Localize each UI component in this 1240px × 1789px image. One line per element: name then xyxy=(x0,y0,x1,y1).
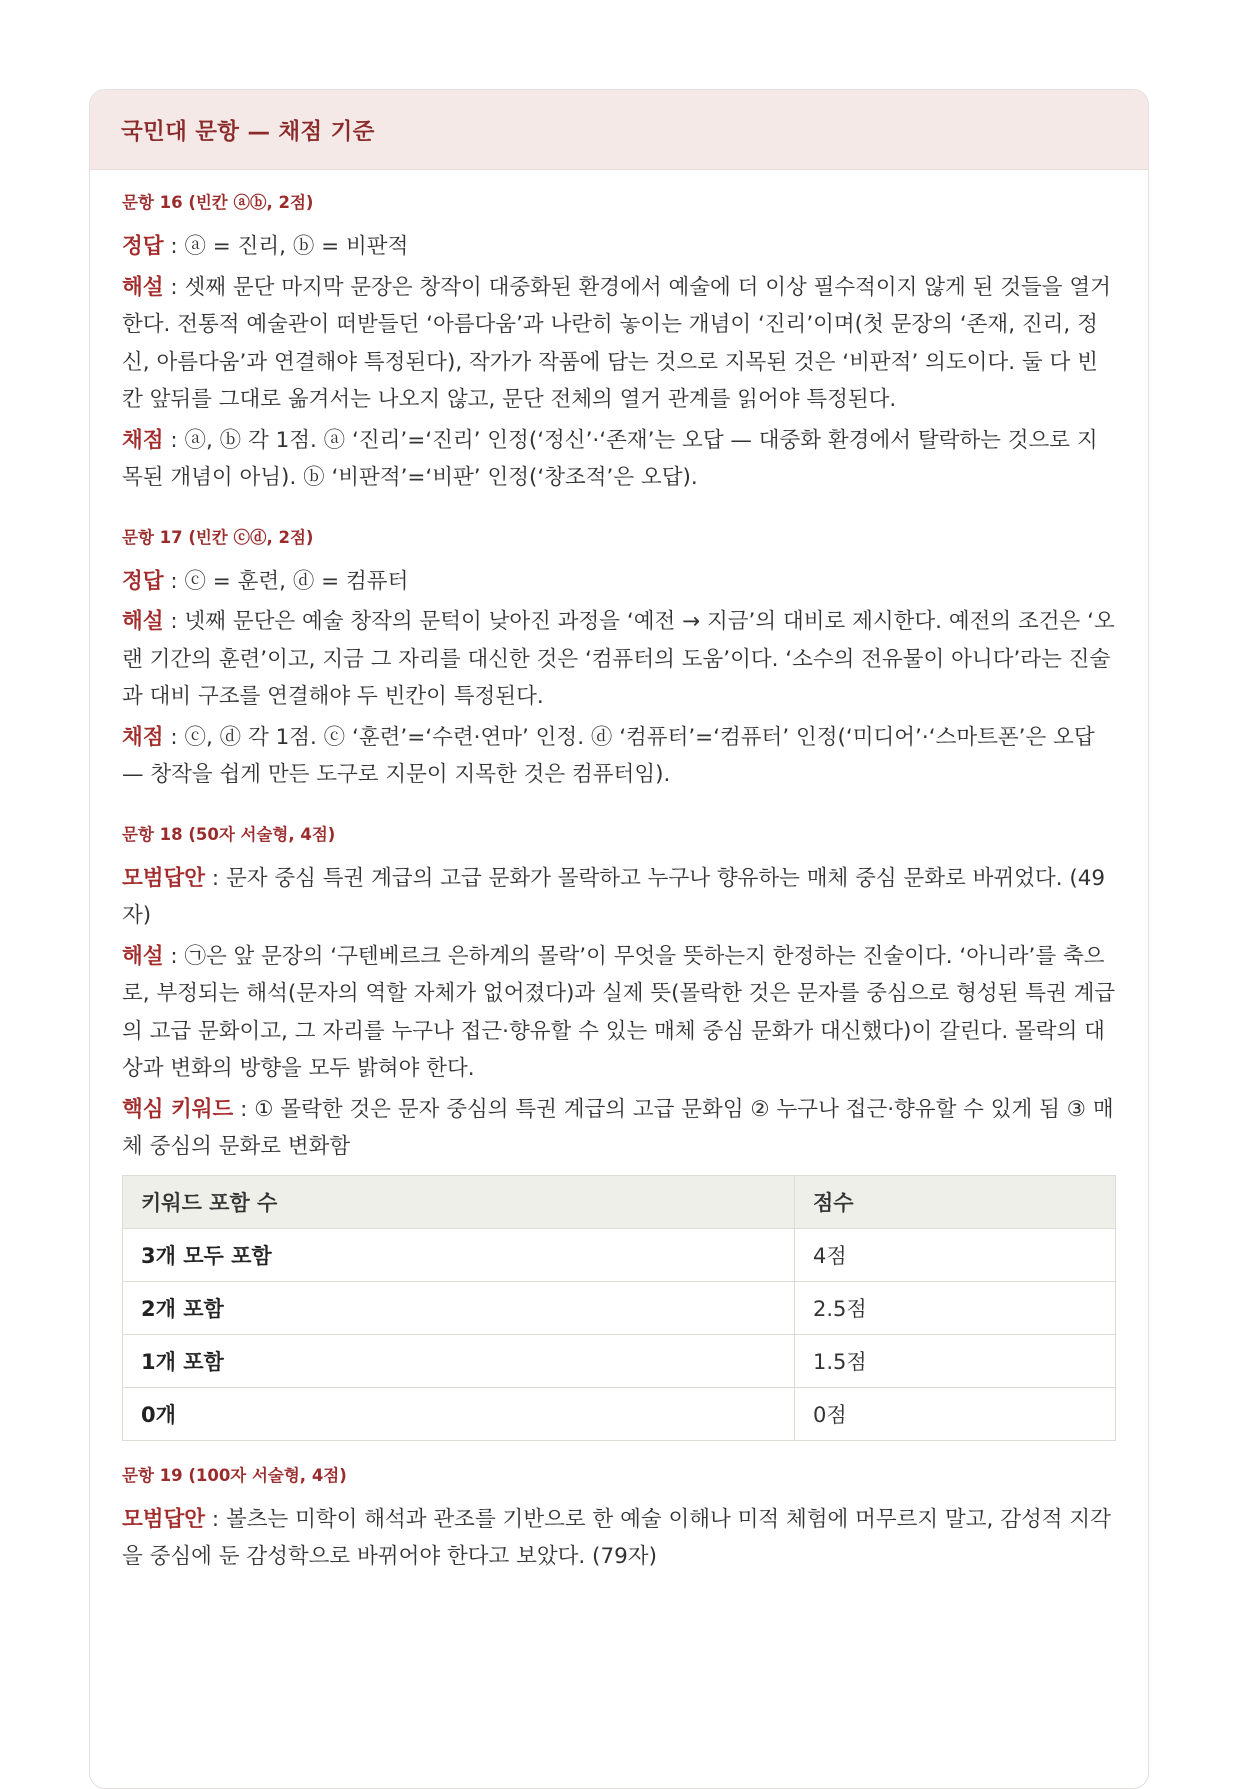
question-heading: 문항 17 (빈칸 ⓒⓓ, 2점) xyxy=(122,527,314,547)
column-header-score: 점수 xyxy=(795,1175,1116,1228)
score-cell: 4점 xyxy=(795,1228,1116,1281)
grading-card xyxy=(89,89,1149,1789)
question-heading: 문항 16 (빈칸 ⓐⓑ, 2점) xyxy=(122,193,314,212)
answer-row xyxy=(122,228,1116,266)
question-heading: 문항 19 (100자 서술형, 4점) xyxy=(122,1465,347,1485)
grading-text: : ⓐ, ⓑ 각 1점. ⓐ ‘진리’=‘진리’ 인정(‘정신’·‘존재’는 오답 — 대중화 환경에서 탈락하는 것으로 지목된 개념이 아님). ⓑ ‘비판적’=‘비판’ 인정(‘창조적’은 오답). xyxy=(122,427,1098,490)
answer-row xyxy=(122,563,1116,601)
table-row xyxy=(123,1387,1116,1440)
answer-text: : ⓐ = 진리, ⓑ = 비판적 xyxy=(163,234,409,259)
score-table xyxy=(122,1175,1116,1441)
model-answer-label: 모범답안 xyxy=(122,865,206,891)
question-heading: 문항 18 (50자 서술형, 4점) xyxy=(122,824,336,844)
question-17 xyxy=(122,526,1116,794)
model-answer-row xyxy=(122,860,1116,935)
table-row xyxy=(123,1334,1116,1387)
explanation-text: : ㉠은 앞 문장의 ‘구텐베르크 은하계의 몰락’이 무엇을 뜻하는지 한정하는 진술이다. ‘아니라’를 축으로, 부정되는 해석(문자의 역할 자체가 없어졌다)과 실제 뜻(몰락한 것은 문자를 중심으로 형성된 특권 계급의 고급 문화이고, 그 자리를 누구나 접근·향유할 수 있는 매체 중심 문화가 대신했다)이 갈린다. 몰락의 대상과 변화의 방향을 모두 밝혀야 한다. xyxy=(122,943,1116,1081)
question-16 xyxy=(122,191,1116,497)
score-cell: 1.5점 xyxy=(795,1334,1116,1387)
grading-label: 채점 xyxy=(122,724,164,750)
score-cell: 0점 xyxy=(795,1387,1116,1440)
keyword-count-cell: 0개 xyxy=(123,1387,795,1440)
explanation-row xyxy=(122,269,1116,419)
score-cell: 2.5점 xyxy=(795,1281,1116,1334)
keyword-count-cell: 1개 포함 xyxy=(123,1334,795,1387)
model-answer-row xyxy=(122,1501,1116,1576)
table-header-row xyxy=(123,1175,1116,1228)
question-18 xyxy=(122,823,1116,1441)
model-answer-label: 모범답안 xyxy=(122,1506,206,1532)
explanation-row xyxy=(122,938,1116,1088)
explanation-text: : 넷째 문단은 예술 창작의 문턱이 낮아진 과정을 ‘예전 → 지금’의 대비로 제시한다. 예전의 조건은 ‘오랜 기간의 훈련’이고, 지금 그 자리를 대신한 것은 ‘컴퓨터의 도움’이다. ‘소수의 전유물이 아니다’라는 진술과 대비 구조를 연결해야 두 빈칸이 특정된다. xyxy=(122,609,1115,709)
grading-text: : ⓒ, ⓓ 각 1점. ⓒ ‘훈련’=‘수련·연마’ 인정. ⓓ ‘컴퓨터’=‘컴퓨터’ 인정(‘미디어’·‘스마트폰’은 오답 — 창작을 쉽게 만든 도구로 지문이 지목한 것은 컴퓨터임). xyxy=(122,724,1095,787)
grading-row xyxy=(122,422,1116,497)
table-row xyxy=(123,1228,1116,1281)
question-19 xyxy=(122,1464,1116,1576)
explanation-label: 해설 xyxy=(122,943,164,969)
grading-row xyxy=(122,719,1116,794)
page-title: 국민대 문항 — 채점 기준 xyxy=(121,118,375,145)
model-answer-text: : 문자 중심 특권 계급의 고급 문화가 몰락하고 누구나 향유하는 매체 중심 문화로 바뀌었다. (49자) xyxy=(122,865,1106,928)
answer-label: 정답 xyxy=(122,234,164,259)
explanation-label: 해설 xyxy=(122,609,164,634)
table-row xyxy=(123,1281,1116,1334)
card-header xyxy=(90,90,1148,170)
explanation-label: 해설 xyxy=(122,274,164,300)
keyword-label: 핵심 키워드 xyxy=(122,1096,234,1122)
explanation-row xyxy=(122,603,1116,716)
keyword-count-cell: 3개 모두 포함 xyxy=(123,1228,795,1281)
keyword-text: : ① 몰락한 것은 문자 중심의 특권 계급의 고급 문화임 ② 누구나 접근·향유할 수 있게 됨 ③ 매체 중심의 문화로 변화함 xyxy=(122,1096,1114,1159)
explanation-text: : 셋째 문단 마지막 문장은 창작이 대중화된 환경에서 예술에 더 이상 필수적이지 않게 된 것들을 열거한다. 전통적 예술관이 떠받들던 ‘아름다움’과 나란히 놓이는 개념이 ‘진리’이며(첫 문장의 ‘존재, 진리, 정신, 아름다움’과 연결해야 특정된다), 작가가 작품에 담는 것으로 지목된 것은 ‘비판적’ 의도이다. 둘 다 빈칸 앞뒤를 그대로 옮겨서는 나오지 않고, 문단 전체의 열거 관계를 읽어야 특정된다. xyxy=(122,274,1111,412)
card-body xyxy=(90,170,1148,1576)
keyword-count-cell: 2개 포함 xyxy=(123,1281,795,1334)
grading-label: 채점 xyxy=(122,427,164,453)
model-answer-text: : 볼츠는 미학이 해석과 관조를 기반으로 한 예술 이해나 미적 체험에 머무르지 말고, 감성적 지각을 중심에 둔 감성학으로 바뀌어야 한다고 보았다. (79자) xyxy=(122,1506,1111,1569)
keyword-row xyxy=(122,1091,1116,1166)
answer-label: 정답 xyxy=(122,568,164,594)
answer-text: : ⓒ = 훈련, ⓓ = 컴퓨터 xyxy=(163,568,409,594)
column-header-keywords: 키워드 포함 수 xyxy=(123,1175,795,1228)
